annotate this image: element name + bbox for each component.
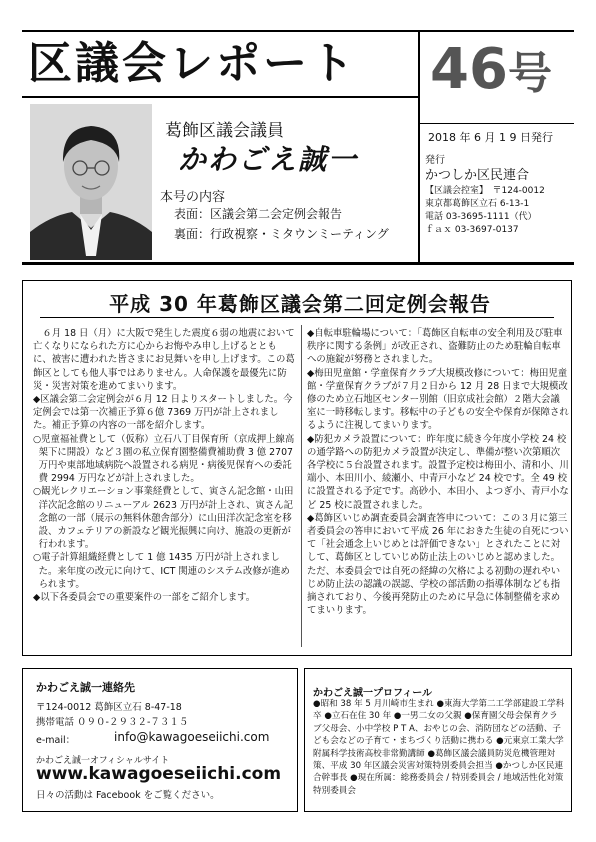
report-paragraph: ６月 18 日（月）に大阪で発生した震度６弱の地震において亡くなりになられた方に心からお悔やみ申し上げるとともに、被害に遭われた皆さまにお見舞いを申し上げます。この葛飾区としても他人事ではありません。人命保護を最優先に防災・災害対策を進めてまいります。 <box>33 328 295 392</box>
report-column-left <box>33 327 295 604</box>
top-rule <box>22 30 574 32</box>
issue-number <box>430 37 552 104</box>
report-paragraph: ○電子計算組織経費として 1 億 1435 万円が計上されました。来年度の改元に向けて、ICT 関連のシステム改修が進められます。 <box>33 552 290 590</box>
publisher-block <box>425 154 545 237</box>
report-paragraph: ◆葛飾区いじめ調査委員会調査答申について：この３月に第三者委員会の答申において平成 26 年におきた生徒の自死について「社会通念上いじめとは評価できない」とされたことに対して、葛飾区としていじめ防止法上のいじめと認めました。ただ、本委員会では自死の経緯の欠格による初動の遅れやいじめ防止法の認識の誤認、学校の部活動の指導体制なども指摘されており、今後再発防止のために早急に体制整備を求めてまいります。 <box>307 512 569 617</box>
contents-heading: 本号の内容 <box>160 190 226 205</box>
report-column-right <box>307 327 569 617</box>
contact-address: 〒124-0012 葛飾区立石 8-47-18 <box>36 702 182 713</box>
contents-item-front: 表面：区議会第二会定例会報告 <box>174 207 343 221</box>
issue-number-suffix: 号 <box>507 48 552 99</box>
report-paragraph: ◆梅田児童館・学童保育クラブ大規模改修について：梅田児童館・学童保育クラブが７月２日から 12 月 28 日まで大規模改修のため立石地区センター別館（旧京成社会館）２階大会議室に一時移転します。移転中の子どもの安全や保育が保障されるように注視してまいります。 <box>307 367 569 432</box>
report-paragraph: ◆自転車駐輪場について：「葛飾区自転車の安全利用及び駐車秩序に関する条例」が改正され、盗難防止のため駐輪自転車への施錠が努務とされました。 <box>307 328 563 366</box>
contact-mobile: 携帯電話 ０９０-２９３２-７３１５ <box>36 717 189 728</box>
report-paragraph: ○観光レクリエーション事業経費として、寅さん記念館・山田洋次記念館のリニューアル 2623 万円が計上され、寅さん記念館の一部（展示の無料休憩舎部分）に山田洋次記念室を移設、カフェテリアの新設など観光振興に向け、施設の更新が行われます。 <box>33 486 294 551</box>
publisher-address: 東京都葛飾区立石 6-13-1 <box>425 199 530 209</box>
portrait-image <box>30 104 152 260</box>
facebook-note: 日々の活動は Facebook をご覧ください。 <box>36 790 220 801</box>
issue-number-value: 46 <box>430 37 508 102</box>
publisher-fax: ｆａｘ 03-3697-0137 <box>425 225 519 235</box>
page-title: 区議会レポート <box>28 38 357 89</box>
publisher-office: 【区議会控室】 〒124-0012 <box>425 186 545 196</box>
profile-heading: かわごえ誠一プロフィール <box>313 688 432 699</box>
member-name: かわごえ誠一 <box>178 143 359 176</box>
header-bottom-rule <box>22 262 574 265</box>
report-title-underline <box>40 317 554 318</box>
issue-date: 2018 年 6 月 1 9 日発行 <box>428 131 553 144</box>
website-label: かわごえ誠一オフィシャルサイト <box>36 756 170 766</box>
email-label: e-mail： <box>36 735 76 746</box>
publisher-tel: 電話 03-3695-1111（代） <box>425 212 537 222</box>
issue-underline <box>420 123 574 124</box>
publisher-label: 発行 <box>425 155 445 166</box>
profile-body: ●昭和 38 年 5 月川崎市生まれ ●東海大学第二工学部建設工学科卒 ●立石在住 30 年 ●一男二女の父親 ●保育園父母会保育クラブ父母会、小中学校 P T A、おやじの会、消防団などの活動、子ども会などの子育て・まちづくり活動に携わる ●元東京工業大学附属科学技術高校非常勤講師 ●葛飾区議会議員防災危機管理対策、平成 30 年区議会災害対策特別委員会担当 ●かつしか区民連合幹事長 ●現在所属：総務委員会 / 特別委員会 / 地域活性化対策特別委員会 <box>313 699 565 796</box>
publisher-org: かつしか区民連合 <box>425 168 530 183</box>
title-underline <box>22 96 418 98</box>
report-paragraph: ○児童福祉費として（仮称）立石八丁目保育所（京成押上線高架下に開設）など３園の私立保育園整備費補助費 3 億 2707 万円や東部地域病院へ設置される病児・病後児保育への委託費 2994 万円などが計上されました。 <box>33 433 295 485</box>
contents-item-back: 裏面：行政視察・ミタウンミーティング <box>174 227 389 241</box>
column-divider <box>301 325 302 647</box>
member-title: 葛飾区議会議員 <box>165 121 284 141</box>
member-photo <box>30 104 152 260</box>
email-link[interactable]: info@kawagoeseiichi.com <box>114 730 270 744</box>
header-divider <box>418 30 420 262</box>
report-paragraph: ◆防犯カメラ設置について：昨年度に続き今年度小学校 24 校の通学路への防犯カメラ設置が決定し、準備が整い次第順次各学校に５台設置されます。設置予定校は梅田小、清和小、川端小、本田川小、綾瀬小、中青戸小など 24 校です。全 49 校に設置される予定です。高砂小、本田小、よつぎ小、青戸小など 25 校に設置されました。 <box>307 433 569 511</box>
report-paragraph: ◆区議会第二会定例会が６月 12 日よりスタートしました。今定例会では第一次補正予算６億 7369 万円が計上されました。補正予算の内容の一部を紹介します。 <box>33 394 293 432</box>
report-title: 平成 30 年葛飾区議会第二回定例会報告 <box>109 292 491 316</box>
contact-heading: かわごえ誠一連絡先 <box>36 681 135 694</box>
website-link[interactable]: www.kawagoeseiichi.com <box>36 764 282 784</box>
report-paragraph: ◆以下各委員会での重要案件の一部をご紹介します。 <box>33 592 256 604</box>
